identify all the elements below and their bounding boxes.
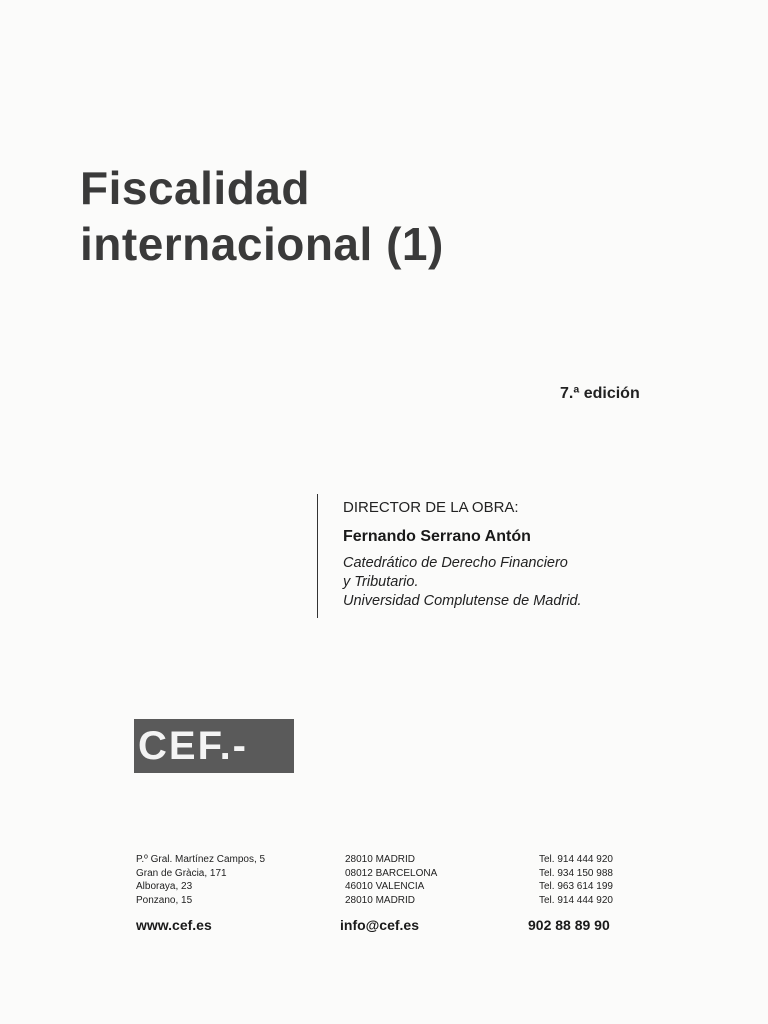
director-block xyxy=(343,499,582,611)
affiliation-line: y Tributario. xyxy=(343,574,419,590)
phone-number: Tel. 963 614 199 xyxy=(539,881,613,892)
phone-number: Tel. 934 150 988 xyxy=(539,867,613,879)
director-affiliation xyxy=(343,554,582,611)
street-address: Gran de Gràcia, 171 xyxy=(136,867,227,879)
title-line-1: Fiscalidad xyxy=(80,162,310,214)
director-heading: DIRECTOR DE LA OBRA: xyxy=(343,499,519,516)
address-cities xyxy=(345,853,437,907)
city-address: 28010 MADRID xyxy=(345,894,416,906)
director-divider xyxy=(317,494,318,618)
city-address: 28010 MADRID xyxy=(345,854,416,865)
website-link: www.cef.es xyxy=(136,917,212,933)
affiliation-line: Catedrático de Derecho Financiero xyxy=(343,555,568,571)
cef-logo: CEF.- xyxy=(134,719,294,773)
street-address: Ponzano, 15 xyxy=(136,894,193,906)
book-title xyxy=(80,160,444,272)
address-phones xyxy=(539,853,613,907)
phone-number: Tel. 914 444 920 xyxy=(539,894,613,906)
edition-label: 7.ª edición xyxy=(560,385,640,402)
street-address: Alboraya, 23 xyxy=(136,881,193,892)
city-address: 08012 BARCELONA xyxy=(345,867,438,879)
street-address: P.º Gral. Martínez Campos, 5 xyxy=(136,854,266,865)
title-line-2: internacional (1) xyxy=(80,218,444,270)
affiliation-line: Universidad Complutense de Madrid. xyxy=(343,593,582,609)
email-link: info@cef.es xyxy=(340,917,420,933)
city-address: 46010 VALENCIA xyxy=(345,881,425,892)
director-name: Fernando Serrano Antón xyxy=(343,528,531,545)
main-phone: 902 88 89 90 xyxy=(528,917,610,933)
address-streets xyxy=(136,853,265,907)
phone-number: Tel. 914 444 920 xyxy=(539,854,613,865)
